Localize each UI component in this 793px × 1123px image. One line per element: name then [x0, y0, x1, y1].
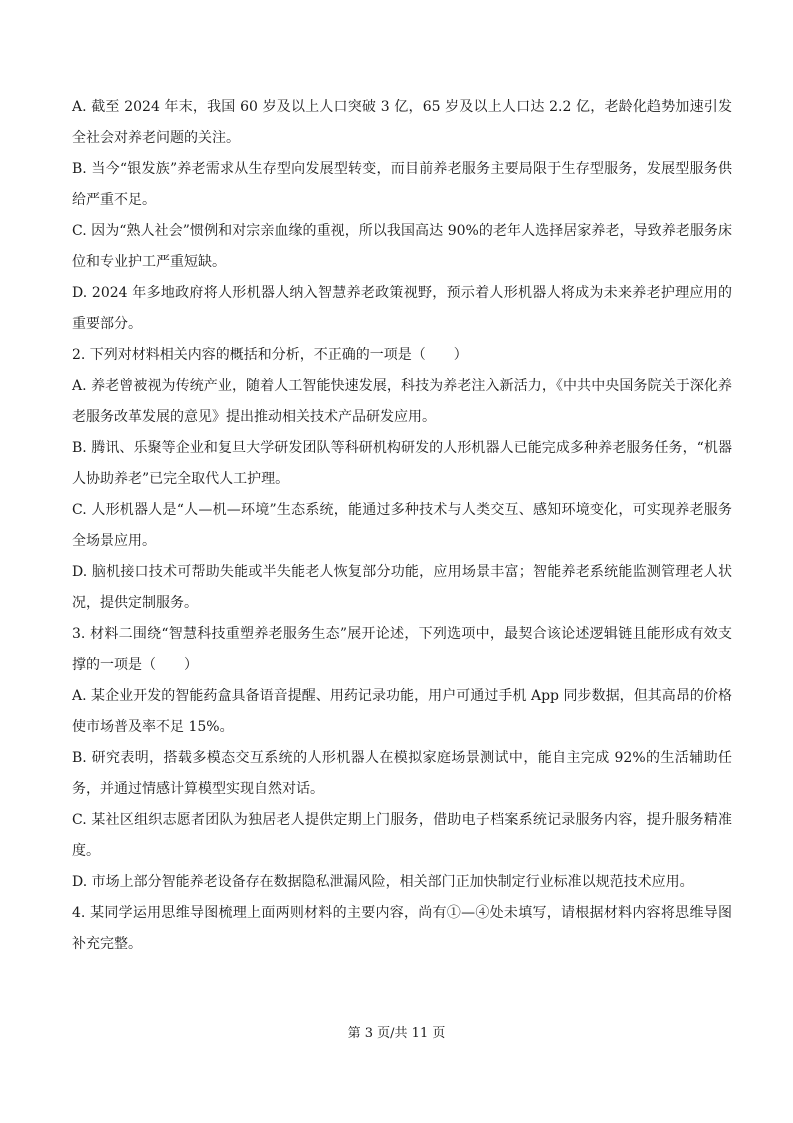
- question-4: 4. 某同学运用思维导图梳理上面两则材料的主要内容，尚有①—④处未填写，请根据材料内容将思维导图补充完整。: [72, 905, 732, 952]
- option-a-q1: A. 截至 2024 年末，我国 60 岁及以上人口突破 3 亿，65 岁及以上人口达 2.2 亿，老龄化趋势加速引发全社会对养老问题的关注。: [72, 99, 732, 146]
- option-a-q2: A. 养老曾被视为传统产业，随着人工智能快速发展，科技为养老注入新活力，《中共中央国务院关于深化养老服务改革发展的意见》提出推动相关技术产品研发应用。: [72, 378, 732, 425]
- page-number-footer: 第 3 页/共 11 页: [347, 1026, 446, 1041]
- option-a-q3: A. 某企业开发的智能药盒具备语音提醒、用药记录功能，用户可通过手机 App 同步数据，但其高昂的价格使市场普及率不足 15%。: [72, 688, 732, 735]
- question-3: 3. 材料二围绕“智慧科技重塑养老服务生态”展开论述，下列选项中，最契合该论述逻辑链且能形成有效支撑的一项是（ ）: [72, 626, 732, 673]
- option-b-q2: B. 腾讯、乐聚等企业和复旦大学研发团队等科研机构研发的人形机器人已能完成多种养老服务任务，“机器人协助养老”已完全取代人工护理。: [72, 440, 732, 487]
- option-c-q2: C. 人形机器人是“人—机—环境”生态系统，能通过多种技术与人类交互、感知环境变化，可实现养老服务全场景应用。: [72, 502, 732, 549]
- option-c-q3: C. 某社区组织志愿者团队为独居老人提供定期上门服务，借助电子档案系统记录服务内容，提升服务精准度。: [72, 812, 732, 859]
- option-d-q1: D. 2024 年多地政府将人形机器人纳入智慧养老政策视野，预示着人形机器人将成为未来养老护理应用的重要部分。: [72, 285, 732, 332]
- option-d-q2: D. 脑机接口技术可帮助失能或半失能老人恢复部分功能，应用场景丰富；智能养老系统能监测管理老人状况，提供定制服务。: [72, 564, 732, 611]
- page-content: [72, 92, 732, 960]
- question-2: 2. 下列对材料相关内容的概括和分析，不正确的一项是（ ）: [72, 347, 468, 363]
- option-b-q1: B. 当今“银发族”养老需求从生存型向发展型转变，而目前养老服务主要局限于生存型服务，发展型服务供给严重不足。: [72, 161, 732, 208]
- option-b-q3: B. 研究表明，搭载多模态交互系统的人形机器人在模拟家庭场景测试中，能自主完成 92%的生活辅助任务，并通过情感计算模型实现自然对话。: [72, 750, 732, 797]
- option-c-q1: C. 因为“熟人社会”惯例和对宗亲血缘的重视，所以我国高达 90%的老年人选择居家养老，导致养老服务床位和专业护工严重短缺。: [72, 223, 732, 270]
- option-d-q3: D. 市场上部分智能养老设备存在数据隐私泄漏风险，相关部门正加快制定行业标准以规范技术应用。: [72, 874, 694, 890]
